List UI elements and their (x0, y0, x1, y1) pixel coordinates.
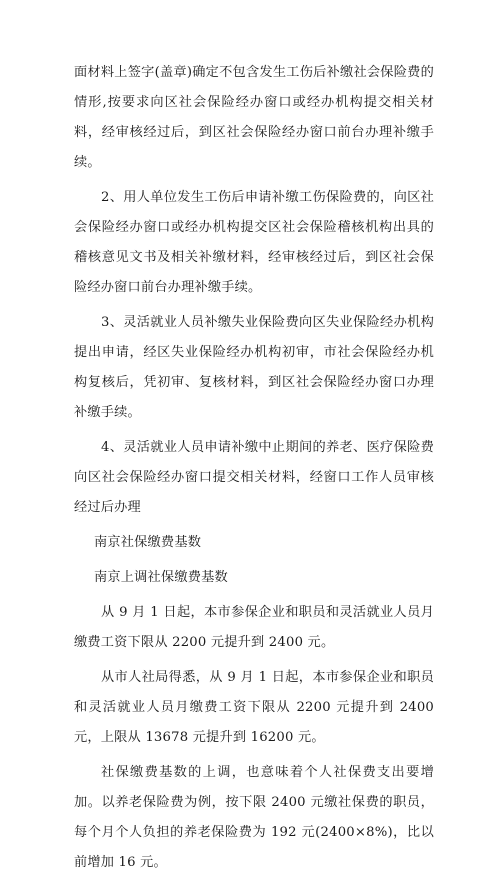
section-heading-raise: 南京上调社保缴费基数 (94, 570, 228, 585)
paragraph-lower-limit: 从 9 月 1 日起，本市参保企业和职员和灵活就业人员月缴费工资下限从 2200 元提升到 2400 元。 (74, 605, 434, 650)
paragraph-item-4: 4、灵活就业人员申请补缴中止期间的养老、医疗保险费向区社会保险经办窗口提交相关材料，经窗口工作人员审核经过后办理 (74, 440, 434, 515)
document-body (74, 58, 434, 883)
paragraph-item-2: 2、用人单位发生工伤后申请补缴工伤保险费的，向区社会保险经办窗口或经办机构提交区社会保险稽核机构出具的稽核意见文书及相关补缴材料，经审核经过后，到区社会保险经办窗口前台办理补缴手续。 (74, 190, 434, 295)
paragraph-item-3: 3、灵活就业人员补缴失业保险费向区失业保险经办机构提出申请，经区失业保险经办机构初审，市社会保险经办机构复核后，凭初审、复核材料，到区社会保险经办窗口办理补缴手续。 (74, 315, 434, 420)
section-heading-base: 南京社保缴费基数 (94, 535, 202, 550)
paragraph-pension-example: 社保缴费基数的上调，也意味着个人社保费支出要增加。以养老保险费为例，按下限 2400 元缴社保费的职员，每个月个人负担的养老保险费为 192 元(2400×8%)，比以前增加 16 元。 (74, 765, 434, 870)
paragraph-continuation: 面材料上签字(盖章)确定不包含发生工伤后补缴社会保险费的情形,按要求向区社会保险经办窗口或经办机构提交相关材料，经审核经过后，到区社会保险经办窗口前台办理补缴手续。 (74, 65, 434, 170)
paragraph-limits: 从市人社局得悉，从 9 月 1 日起，本市参保企业和职员和灵活就业人员月缴费工资下限从 2200 元提升到 2400 元，上限从 13678 元提升到 16200 元。 (74, 670, 434, 745)
